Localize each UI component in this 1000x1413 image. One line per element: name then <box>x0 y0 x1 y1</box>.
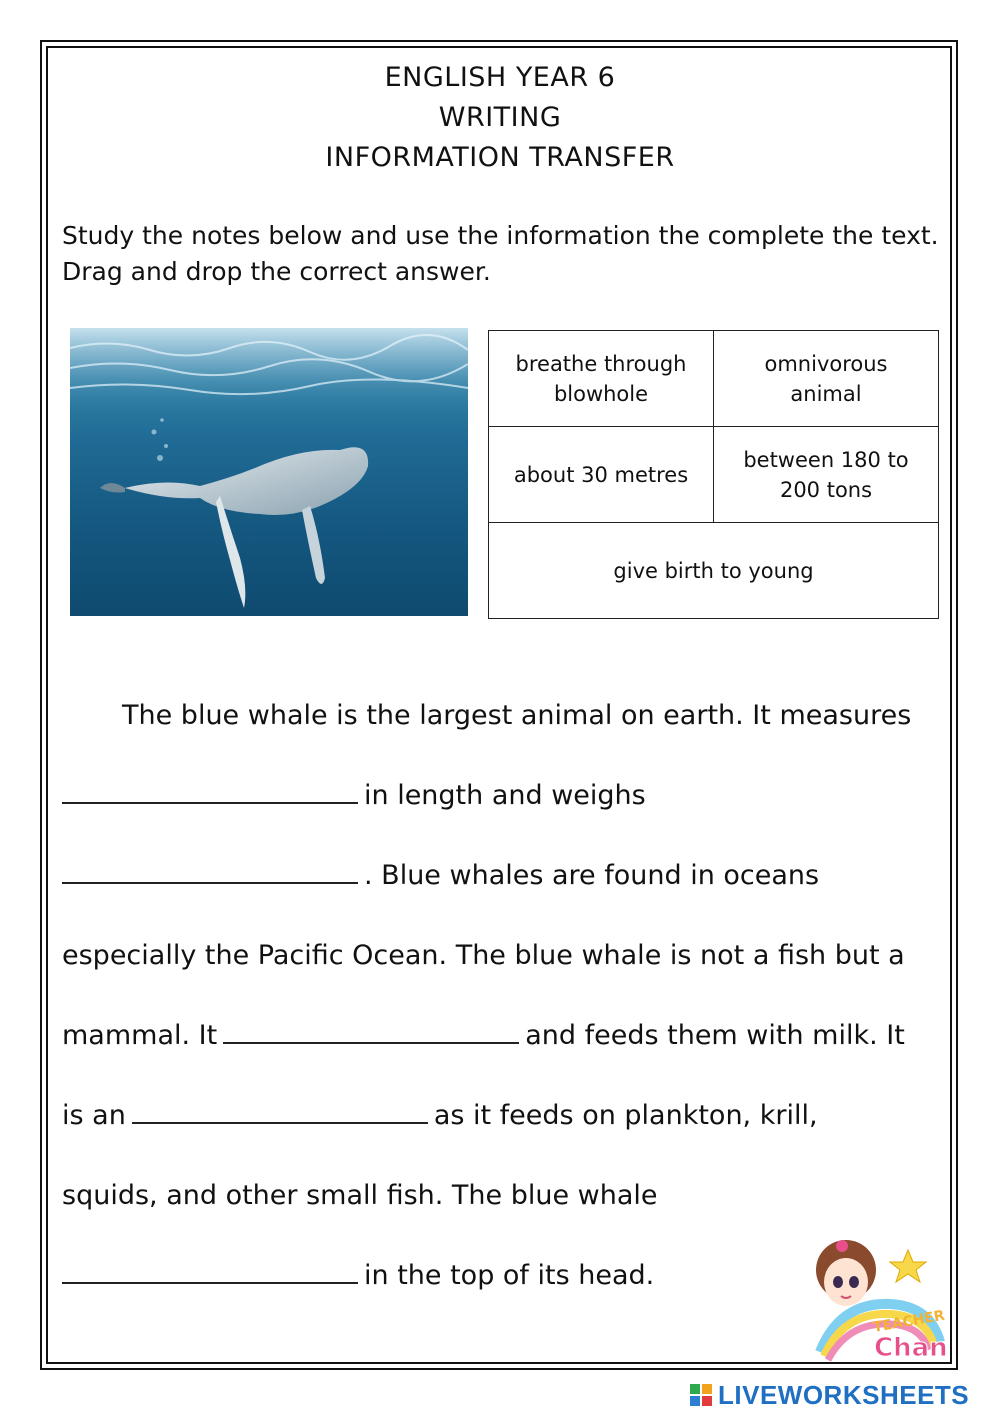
passage-text-run: squids, and other small fish. The blue whale <box>62 1180 658 1211</box>
passage-line <box>62 1076 942 1156</box>
passage-text-run: The blue whale is the largest animal on earth. It measures <box>122 700 912 731</box>
passage-line <box>62 756 942 836</box>
passage-text-run: in length and weighs <box>364 780 646 811</box>
passage-text-run: . Blue whales are found in oceans <box>364 860 820 891</box>
note-cell: about 30 metres <box>489 427 714 523</box>
note-cell: give birth to young <box>489 523 939 619</box>
passage-line <box>62 836 942 916</box>
passage-text-run: is an <box>62 1100 126 1131</box>
answer-blank-1[interactable] <box>62 778 358 804</box>
passage-line <box>62 996 942 1076</box>
header-skill: WRITING <box>438 102 562 133</box>
liveworksheets-brand[interactable] <box>690 1378 969 1412</box>
answer-blank-5[interactable] <box>62 1258 358 1284</box>
worksheet-header <box>0 58 1000 178</box>
passage-line <box>62 676 942 756</box>
header-subject: ENGLISH YEAR 6 <box>384 62 616 93</box>
instruction-line-2: Drag and drop the correct answer. <box>62 257 491 286</box>
notes-table <box>488 330 939 619</box>
passage-text-run: mammal. It <box>62 1020 218 1051</box>
note-cell: breathe through blowhole <box>489 331 714 427</box>
passage-text-run: especially the Pacific Ocean. The blue whale is not a fish but a <box>62 940 905 971</box>
passage-line <box>62 1156 942 1236</box>
answer-blank-4[interactable] <box>132 1098 428 1124</box>
logo-chan-word: Chan <box>874 1333 946 1363</box>
teacher-chan-logo <box>800 1232 946 1364</box>
passage-text <box>62 676 942 1316</box>
answer-blank-3[interactable] <box>223 1018 519 1044</box>
note-cell: between 180 to 200 tons <box>714 427 939 523</box>
passage-text-run: in the top of its head. <box>364 1260 655 1291</box>
whale-illustration <box>70 328 468 616</box>
answer-blank-2[interactable] <box>62 858 358 884</box>
teacher-chan-illustration <box>800 1232 946 1364</box>
instruction-line-1: Study the notes below and use the information the complete the text. <box>62 221 939 250</box>
passage-text-run: and feeds them with milk. It <box>525 1020 905 1051</box>
liveworksheets-icon <box>690 1384 712 1406</box>
passage-text-run: as it feeds on plankton, krill, <box>433 1100 818 1131</box>
whale-photo <box>70 328 468 616</box>
header-topic: INFORMATION TRANSFER <box>325 142 675 173</box>
instructions <box>62 218 942 290</box>
liveworksheets-wordmark: LIVEWORKSHEETS <box>718 1379 970 1410</box>
passage-line <box>62 916 942 996</box>
logo-teacher-word: TEACHER <box>871 1307 946 1336</box>
note-cell: omnivorous animal <box>714 331 939 427</box>
